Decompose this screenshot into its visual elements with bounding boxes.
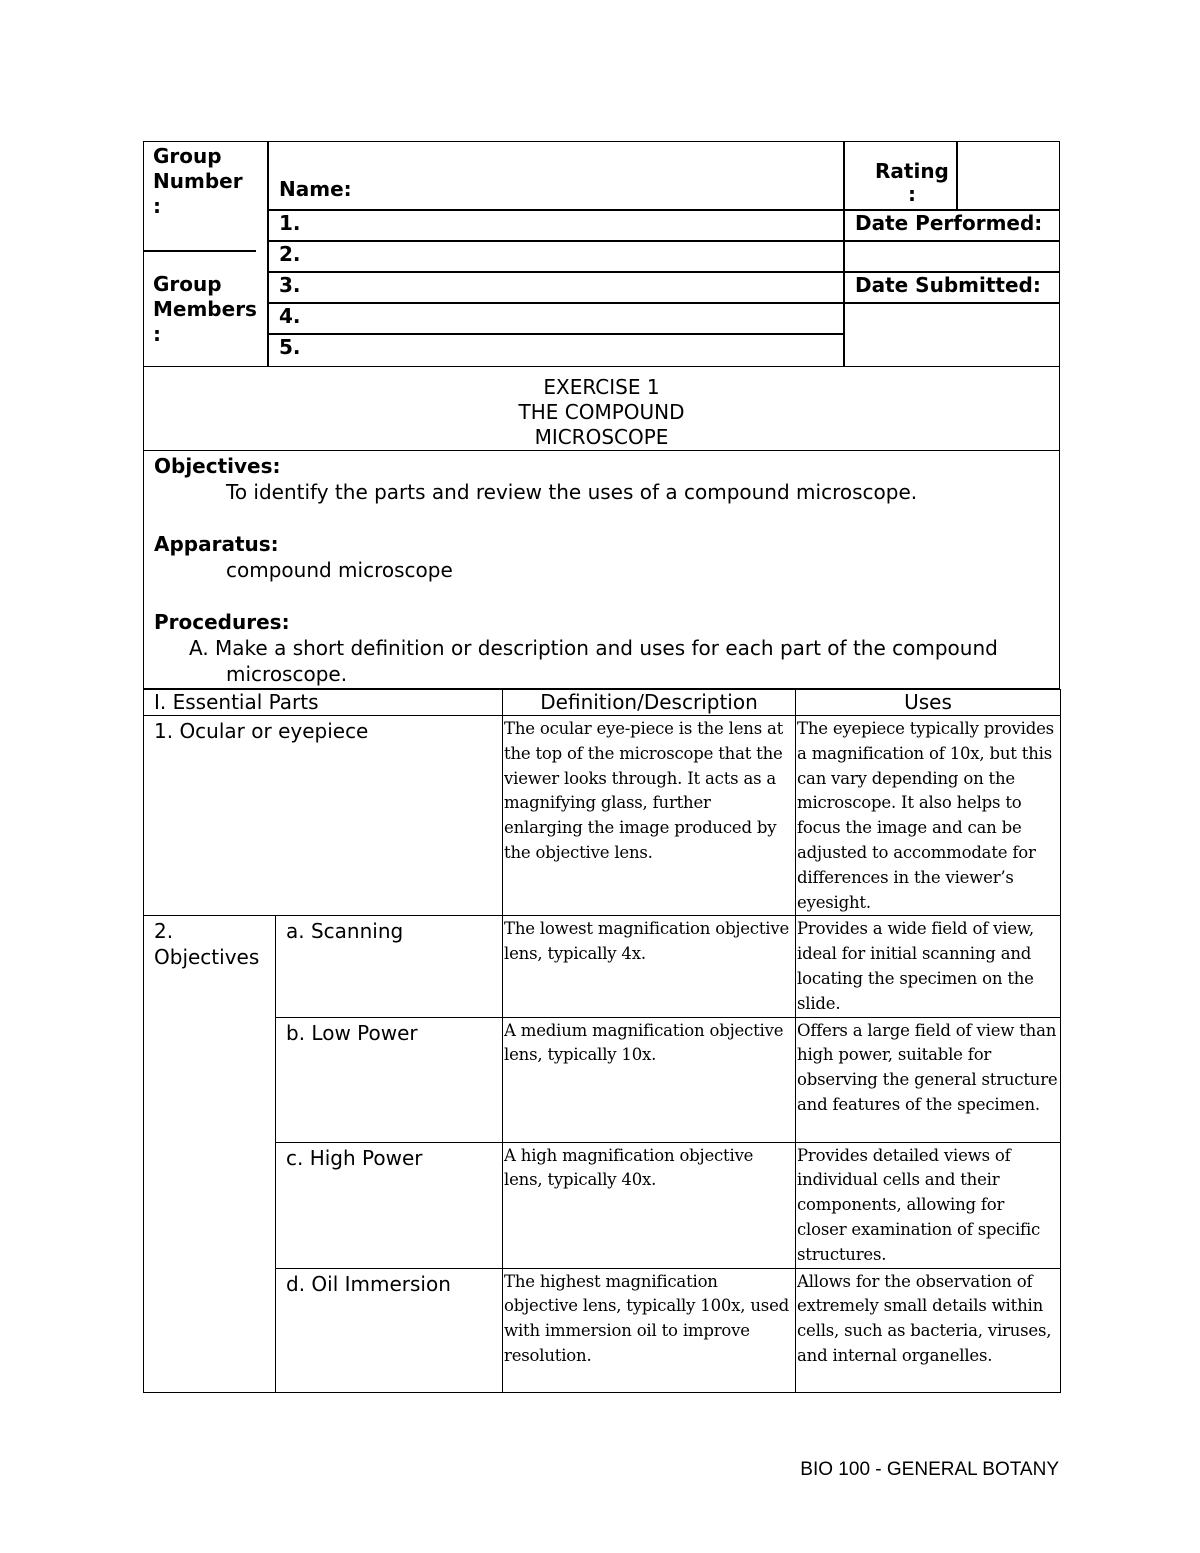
uses-ocular[interactable]: The eyepiece typically provides a magnification of 10x, but this can vary depending on the microscope. It also helps to focus the image and can be adjusted to accommodate for differences in the viewer’s eyesight. (796, 716, 1061, 916)
definition-low-power[interactable]: A medium magnification objective lens, typically 10x. (503, 1017, 796, 1142)
worksheet (143, 141, 1060, 1393)
uses-high-power[interactable]: Provides detailed views of individual cells and their components, allowing for closer examination of specific structures. (796, 1142, 1061, 1268)
group-members-label: Group Members : (153, 272, 257, 346)
header-block (143, 141, 1060, 367)
exercise-number: EXERCISE 1 (543, 375, 660, 399)
procedures-label: Procedures: (154, 610, 290, 634)
header-uses: Uses (796, 690, 1061, 716)
uses-scanning[interactable]: Provides a wide field of view, ideal for initial scanning and locating the specimen on the slide. (796, 916, 1061, 1017)
header-essential-parts: I. Essential Parts (144, 690, 503, 716)
header-definition: Definition/Description (503, 690, 796, 716)
member-row-3[interactable]: 3. (279, 273, 301, 297)
part-oil-immersion: d. Oil Immersion (276, 1268, 503, 1392)
procedure-a-line2: microscope. (226, 662, 348, 686)
essential-parts-table (143, 689, 1061, 1393)
part-high-power: c. High Power (276, 1142, 503, 1268)
exercise-title (143, 367, 1060, 451)
uses-oil-immersion[interactable]: Allows for the observation of extremely small details within cells, such as bacteria, viruses, and internal organelles. (796, 1268, 1061, 1392)
objectives-label: Objectives: (154, 454, 281, 478)
definition-oil-immersion[interactable]: The highest magnification objective lens, typically 100x, used with immersion oil to improve resolution. (503, 1268, 796, 1392)
group-number-label: Group Number : (153, 144, 243, 218)
member-row-4[interactable]: 4. (279, 304, 301, 328)
definition-ocular[interactable]: The ocular eye-piece is the lens at the top of the microscope that the viewer looks through. It acts as a magnifying glass, further enlarging the image produced by the objective lens. (503, 716, 796, 916)
exercise-title-line1: THE COMPOUND (518, 400, 685, 424)
member-row-1[interactable]: 1. (279, 211, 301, 235)
table-row (144, 916, 1061, 1017)
apparatus-text: compound microscope (226, 558, 453, 582)
table-row (144, 1017, 1061, 1142)
table-row (144, 1142, 1061, 1268)
procedure-a-line1: A. Make a short definition or description and uses for each part of the compound (189, 636, 998, 660)
member-row-5[interactable]: 5. (279, 335, 301, 359)
table-row (144, 1268, 1061, 1392)
member-row-2[interactable]: 2. (279, 242, 301, 266)
part-low-power: b. Low Power (276, 1017, 503, 1142)
date-performed-label: Date Performed: (855, 211, 1043, 235)
definition-high-power[interactable]: A high magnification objective lens, typically 40x. (503, 1142, 796, 1268)
date-submitted-label: Date Submitted: (855, 273, 1041, 297)
name-label: Name: (279, 177, 352, 201)
uses-low-power[interactable]: Offers a large field of view than high power, suitable for observing the general structure and features of the specimen. (796, 1017, 1061, 1142)
definition-scanning[interactable]: The lowest magnification objective lens, typically 4x. (503, 916, 796, 1017)
table-header-row (144, 690, 1061, 716)
table-row (144, 716, 1061, 916)
objectives-text: To identify the parts and review the uses of a compound microscope. (226, 480, 918, 504)
apparatus-label: Apparatus: (154, 532, 279, 556)
part-ocular: 1. Ocular or eyepiece (144, 716, 503, 916)
course-footer: BIO 100 - GENERAL BOTANY (800, 1459, 1059, 1480)
exercise-title-line2: MICROSCOPE (534, 425, 669, 449)
instructions (143, 451, 1060, 689)
objectives-group-cell: 2. Objectives (144, 916, 276, 1392)
rating-label: Rating : (875, 159, 949, 206)
part-scanning: a. Scanning (276, 916, 503, 1017)
